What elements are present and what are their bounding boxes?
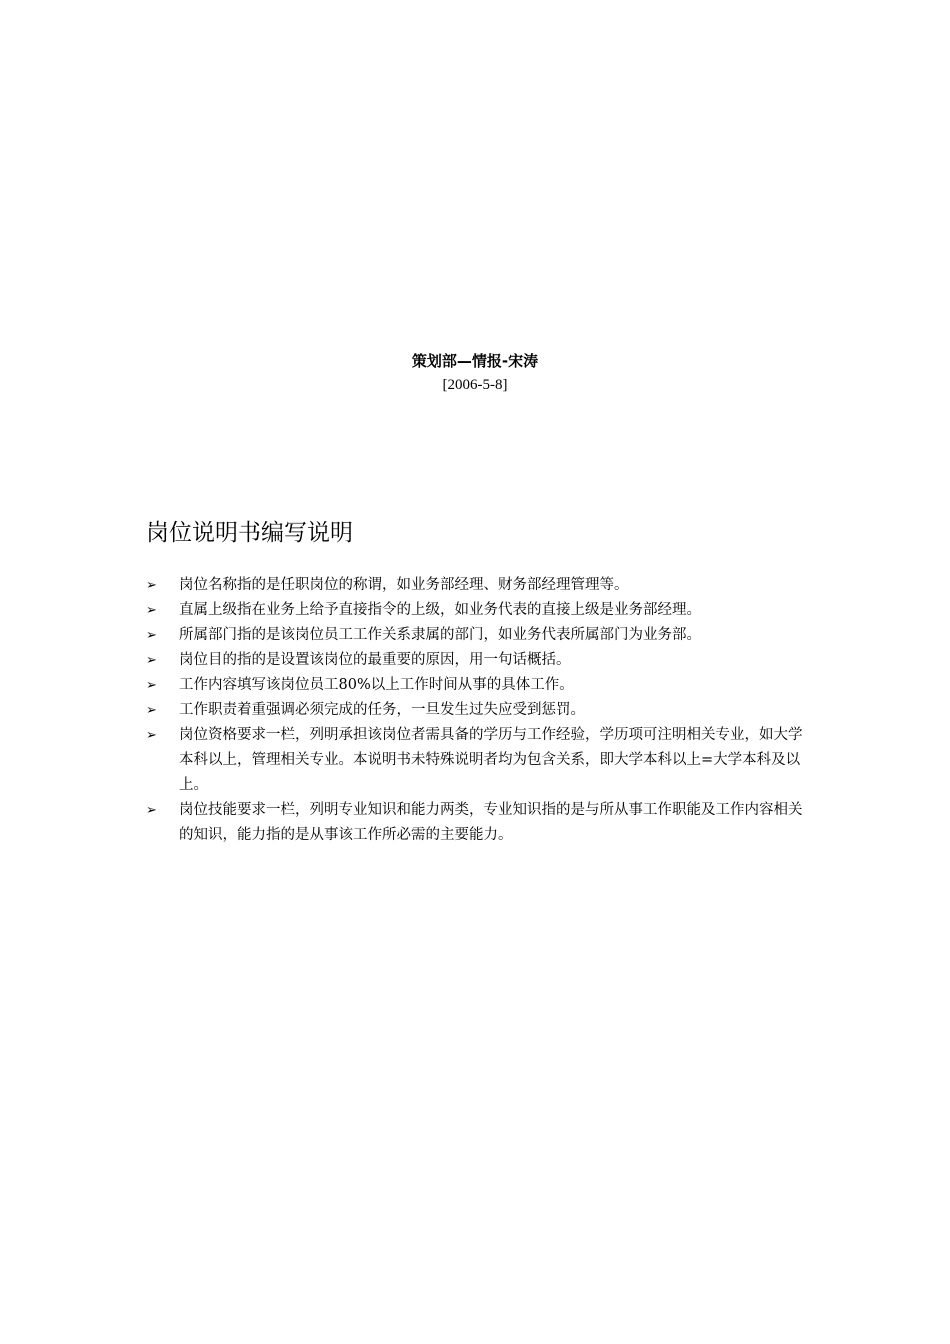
list-item [146,598,810,623]
list-item [146,648,810,673]
arrowhead-bullet-icon: ➢ [146,653,157,668]
department-author-line: 策划部—情报-宋涛 [411,352,539,370]
instruction-list [146,573,810,848]
list-item-text: 工作内容填写该岗位员工80%以上工作时间从事的具体工作。 [179,677,574,693]
list-item [146,573,810,598]
list-item-text: 所属部门指的是该岗位员工工作关系隶属的部门，如业务代表所属部门为业务部。 [179,627,701,643]
arrowhead-bullet-icon: ➢ [146,578,157,593]
list-item [146,698,810,723]
list-item-text: 工作职责着重强调必须完成的任务，一旦发生过失应受到惩罚。 [179,702,585,718]
list-item-text: 直属上级指在业务上给予直接指令的上级，如业务代表的直接上级是业务部经理。 [179,602,701,618]
list-item-text: 岗位资格要求一栏，列明承担该岗位者需具备的学历与工作经验，学历项可注明相关专业，如大学本科以上，管理相关专业。本说明书未特殊说明者均为包含关系，即大学本科以上=大学本科及以上。 [179,727,803,793]
list-item [146,673,810,698]
arrowhead-bullet-icon: ➢ [146,803,157,818]
list-item-text: 岗位技能要求一栏，列明专业知识和能力两类，专业知识指的是与所从事工作职能及工作内容相关的知识，能力指的是从事该工作所必需的主要能力。 [179,802,803,843]
list-item-text: 岗位目的指的是设置该岗位的最重要的原因，用一句话概括。 [179,652,571,668]
arrowhead-bullet-icon: ➢ [146,703,157,718]
list-item [146,798,810,848]
document-date: [2006-5-8] [442,377,508,393]
document-title: 岗位说明书编写说明 [146,520,353,546]
arrowhead-bullet-icon: ➢ [146,678,157,693]
list-item [146,623,810,648]
arrowhead-bullet-icon: ➢ [146,603,157,618]
arrowhead-bullet-icon: ➢ [146,728,157,743]
list-item-text: 岗位名称指的是任职岗位的称谓，如业务部经理、财务部经理管理等。 [179,577,629,593]
arrowhead-bullet-icon: ➢ [146,628,157,643]
list-item [146,723,810,798]
document-header [0,349,950,397]
